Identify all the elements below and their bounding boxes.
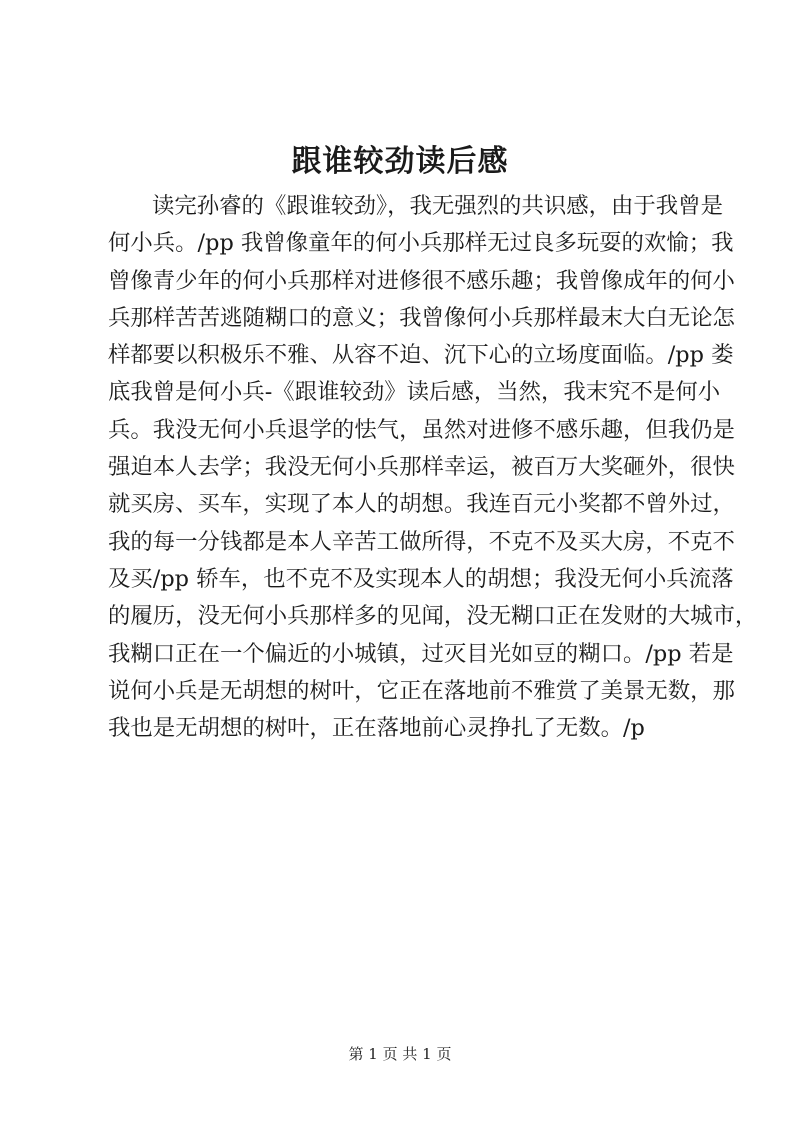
body-line-1: 读完孙睿的《跟谁较劲》，我无强烈的共识感，由于我曾是 <box>152 193 723 219</box>
page-footer: 第 1 页 共 1 页 <box>348 1045 452 1063</box>
body-line-11: 及买/pp 轿车，也不克不及实现本人的胡想；我没无何小兵流落 <box>108 565 734 592</box>
body-line-13: 我糊口正在一个偏近的小城镇，过灭目光如豆的糊口。/pp 若是 <box>108 640 734 667</box>
body-line-15: 我也是无胡想的树叶，正在落地前心灵挣扎了无数。/p <box>108 715 645 742</box>
document-title: 跟谁较劲读后感 <box>291 144 509 179</box>
body-line-10: 我的每一分钱都是本人辛苦工做所得，不克不及买大房，不克不 <box>108 528 735 555</box>
body-line-8: 强迫本人去学；我没无何小兵那样幸运，被百万大奖砸外，很快 <box>108 454 735 481</box>
body-line-3: 曾像青少年的何小兵那样对进修很不感乐趣；我曾像成年的何小 <box>108 267 735 294</box>
body-line-9: 就买房、买车，实现了本人的胡想。我连百元小奖都不曾外过， <box>108 491 735 518</box>
body-line-7: 兵。我没无何小兵退学的怯气，虽然对进修不感乐趣，但我仍是 <box>108 416 735 443</box>
body-line-5: 样都要以积极乐不雅、从容不迫、沉下心的立场度面临。/pp 娄 <box>108 342 734 369</box>
body-line-2: 何小兵。/pp 我曾像童年的何小兵那样无过良多玩耍的欢愉；我 <box>108 230 734 257</box>
body-line-4: 兵那样苦苦逃随糊口的意义；我曾像何小兵那样最末大白无论怎 <box>108 304 735 331</box>
document-body <box>108 188 758 747</box>
body-line-12: 的履历，没无何小兵那样多的见闻，没无糊口正在发财的大城市， <box>108 603 758 630</box>
body-line-6: 底我曾是何小兵-《跟谁较劲》读后感，当然，我末究不是何小 <box>108 379 721 406</box>
body-line-14: 说何小兵是无胡想的树叶，它正在落地前不雅赏了美景无数，那 <box>108 677 735 704</box>
